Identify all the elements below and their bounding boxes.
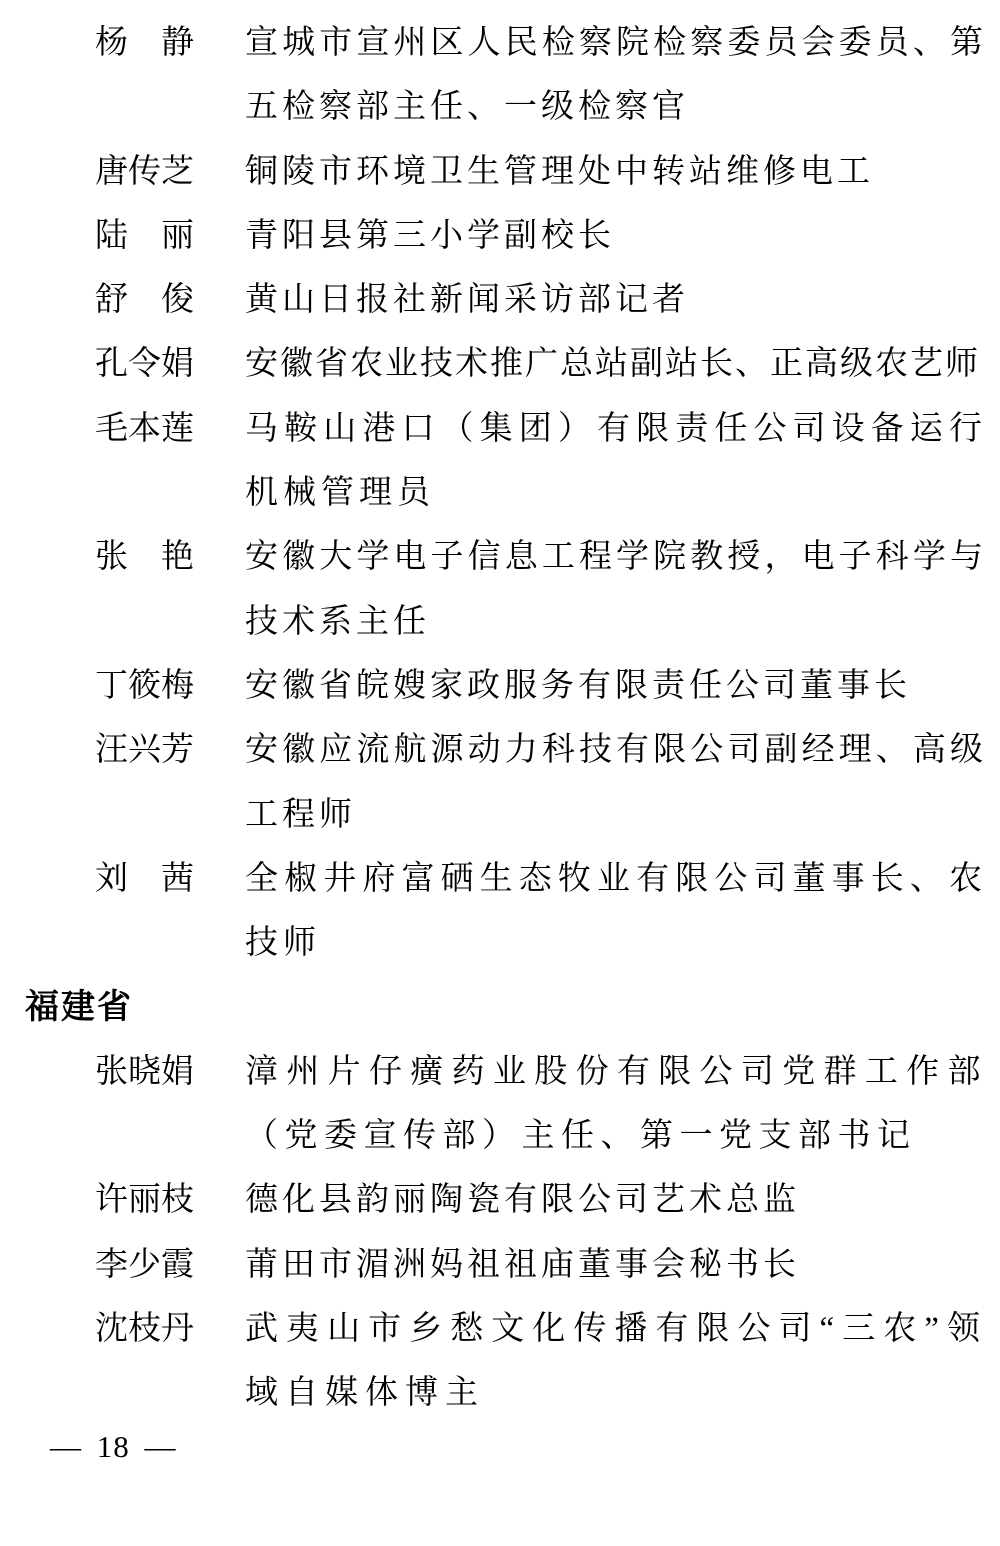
person-position: 漳州片仔癀药业股份有限公司党群工作部（党委宣传部）主任、第一党支部书记 xyxy=(245,1053,987,1155)
person-position: 黄山日报社新闻采访部记者 xyxy=(245,282,689,319)
person-entry xyxy=(95,204,1000,268)
person-entry xyxy=(95,1168,1000,1232)
person-entry xyxy=(95,11,1000,140)
person-entry xyxy=(95,525,1000,654)
person-position: 安徽省皖嫂家政服务有限责任公司董事长 xyxy=(245,667,911,704)
person-entry xyxy=(95,1297,1000,1426)
person-position: 马鞍山港口（集团）有限责任公司设备运行机械管理员 xyxy=(245,410,987,512)
person-name: 李少霞 xyxy=(95,1246,194,1283)
person-entry xyxy=(95,718,1000,847)
person-entry xyxy=(95,332,1000,396)
person-name: 沈枝丹 xyxy=(95,1310,194,1347)
person-position: 安徽应流航源动力科技有限公司副经理、高级工程师 xyxy=(245,732,987,833)
person-entry xyxy=(95,1040,1000,1169)
person-position: 青阳县第三小学副校长 xyxy=(245,217,615,254)
person-entry xyxy=(95,654,1000,718)
person-name: 张晓娟 xyxy=(95,1053,194,1090)
person-name: 唐传芝 xyxy=(95,153,194,190)
person-name: 孔令娟 xyxy=(95,346,194,383)
person-entry xyxy=(95,397,1000,526)
person-position: 安徽大学电子信息工程学院教授，电子科学与技术系主任 xyxy=(245,539,987,640)
person-entry xyxy=(95,140,1000,204)
person-name: 杨 静 xyxy=(95,25,194,61)
person-position: 安徽省农业技术推广总站副站长、正高级农艺师 xyxy=(245,346,980,383)
person-name: 刘 茜 xyxy=(95,860,194,897)
person-entry xyxy=(95,268,1000,332)
province-header-fujian: 福建省 xyxy=(25,988,133,1027)
person-position: 铜陵市环境卫生管理处中转站维修电工 xyxy=(245,153,874,190)
person-name: 汪兴芳 xyxy=(95,732,194,769)
person-position: 宣城市宣州区人民检察院检察委员会委员、第五检察部主任、一级检察官 xyxy=(245,25,987,126)
person-name: 张 艳 xyxy=(95,539,194,576)
person-name: 毛本莲 xyxy=(95,410,194,447)
person-position: 德化县韵丽陶瓷有限公司艺术总监 xyxy=(245,1182,800,1219)
person-position: 莆田市湄洲妈祖祖庙董事会秘书长 xyxy=(245,1246,800,1283)
person-name: 舒 俊 xyxy=(95,282,194,319)
person-entry xyxy=(95,1233,1000,1297)
person-position: 全椒井府富硒生态牧业有限公司董事长、农技师 xyxy=(245,860,987,962)
person-position: 武夷山市乡愁文化传播有限公司“三农”领域自媒体博主 xyxy=(245,1310,987,1412)
page-number: — 18 — xyxy=(50,1429,177,1464)
person-name: 丁筱梅 xyxy=(95,667,194,704)
person-name: 许丽枝 xyxy=(95,1182,194,1219)
person-name: 陆 丽 xyxy=(95,217,194,254)
person-entry xyxy=(95,847,1000,976)
